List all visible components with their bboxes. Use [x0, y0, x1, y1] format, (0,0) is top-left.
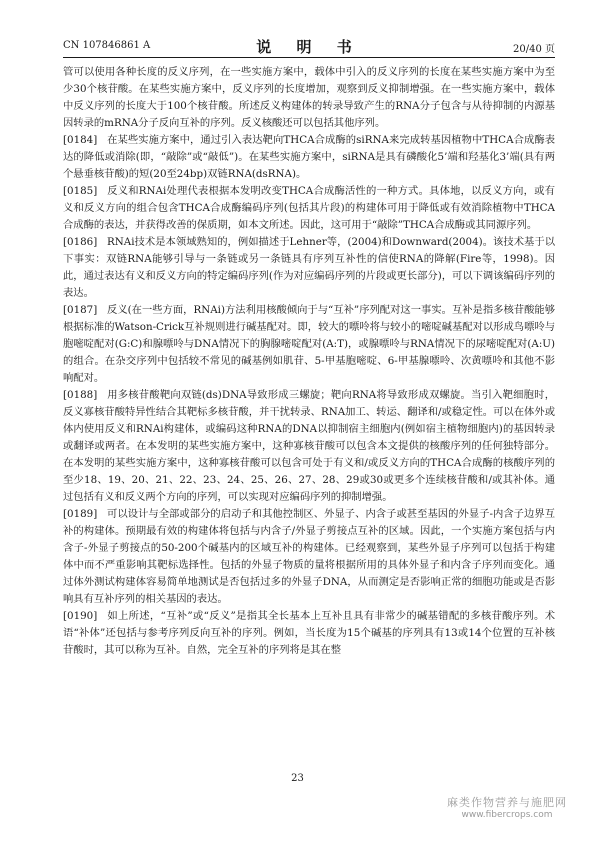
page-number: 23 — [291, 773, 304, 784]
page-header — [63, 36, 555, 56]
paragraph — [63, 608, 555, 659]
paragraph-number: [0188] — [63, 389, 98, 401]
paragraph-text: 管可以使用各种长度的反义序列，在一些实施方案中，载体中引入的反义序列的长度在某些实施方案中为至少30个核苷酸。在某些实施方案中，反义序列的长度增加，观察到反义抑制增强。在一些实施方案中，载体中反义序列的长度大于100个核苷酸。所述反义构建体的转录导致产生的RNA分子包含与从待抑制的内源基因转录的mRNA分子反向互补的序列。反义核酸还可以包括其他序列。 — [63, 66, 555, 129]
paragraph-text: 反义和RNAi处理代表根据本发明改变THCA合成酶活性的一种方式。具体地，以反义方向，或有义和反义方向的组合包含THCA合成酶编码序列(包括其片段)的构建体可用于降低或有效消除植物中THCA合成酶的表达，并获得改善的保质期，如本文所述。因此，这可用于“敲除”THCA合成酶或其同源序列。 — [63, 185, 555, 231]
paragraph-text: RNAi技术是本领域熟知的，例如描述于Lehner等，(2004)和Downward(2004)。该技术基于以下事实：双链RNA能够引导与一条链或另一条链具有序列互补性的信使RNA的降解(Fire等，1998)。因此，通过表达有义和反义方向的特定编码序列(作为对应编码序列的片段或更长部分)，可以下调该编码序列的表达。 — [63, 236, 555, 299]
document-number: CN 107846861 A — [63, 40, 151, 51]
paragraph-text: 在某些实施方案中，通过引入表达靶向THCA合成酶的siRNA来完成转基因植物中THCA合成酶表达的降低或消除(即，“敲除”或“敲低”)。在某些实施方案中，siRNA是具有磷酸化5’端和羟基化3’端(具有两个悬垂核苷酸)的短(20至24bp)双链RNA(dsRNA)。 — [63, 134, 555, 180]
paragraph-number: [0184] — [63, 134, 98, 146]
paragraph — [63, 64, 555, 132]
watermark-url: www.fibercrops.com — [461, 810, 553, 820]
paragraph-text: 用多核苷酸靶向双链(ds)DNA导致形成三螺旋；靶向RNA将导致形成双螺旋。当引入靶细胞时，反义寡核苷酸特异性结合其靶标多核苷酸，并干扰转录、RNA加工、转运、翻译和/或稳定性。可以在体外或体内使用反义和RNAi构建体，或编码这种RNA的DNA以抑制宿主细胞内(例如宿主植物细胞内)的基因转录或翻译或两者。在本发明的某些实施方案中，这种寡核苷酸可以包含本文提供的核酸序列的任何独特部分。在本发明的某些实施方案中，这种寡核苷酸可以包含可处于有义和/或反义方向的THCA合成酶的核酸序列的至少18、19、20、21、22、23、24、25、26、27、28、29或30或更多个连续核苷酸和/或其补体。通过包括有义和反义两个方向的序列，可以实现对应编码序列的抑制增强。 — [63, 389, 555, 503]
paragraph — [63, 506, 555, 608]
paragraph — [63, 234, 555, 302]
watermark-site-name: 麻类作物营养与施肥网 — [447, 796, 567, 809]
paragraph-text: 可以设计与全部或部分的启动子和其他控制区、外显子、内含子或甚至基因的外显子-内含子边界互补的构建体。预期最有效的构建体将包括与内含子/外显子剪接点互补的区域。因此，一个实施方案包括与内含子-外显子剪接点的50-200个碱基内的区域互补的构建体。已经观察到，某些外显子序列可以包括于构建体中而不严重影响其靶标选择性。包括的外显子物质的量将根据所用的具体外显子和内含子序列而变化。通过体外测试构建体容易简单地测试是否包括过多的外显子DNA，从而测定是否影响正常的细胞功能或是否影响具有互补序列的相关基因的表达。 — [63, 508, 555, 605]
paragraph — [63, 183, 555, 234]
page-info: 20/40 页 — [513, 44, 555, 55]
paragraph-number: [0187] — [63, 304, 98, 316]
watermark — [437, 797, 577, 821]
paragraph-text: 如上所述，“互补”或“反义”是指其全长基本上互补且具有非常少的碱基错配的多核苷酸序列。术语“补体”还包括与参考序列反向互补的序列。例如，当长度为15个碱基的序列具有13或14个位置的互补核苷酸时，其可以称为互补。自然，完全互补的序列将是其在整 — [63, 610, 555, 656]
paragraph-number: [0189] — [63, 508, 98, 520]
document-body — [63, 64, 555, 659]
paragraph-number: [0185] — [63, 185, 98, 197]
page-title: 说 明 书 — [256, 38, 362, 56]
paragraph-number: [0190] — [63, 610, 98, 622]
paragraph — [63, 302, 555, 387]
paragraph — [63, 387, 555, 506]
header-divider — [63, 57, 555, 58]
paragraph-text: 反义(在一些方面，RNAi)方法利用核酸倾向于与“互补”序列配对这一事实。互补是指多核苷酸能够根据标准的Watson-Crick互补规则进行碱基配对。即，较大的嘌呤将与较小的嘧啶碱基配对以形成鸟嘌呤与胞嘧啶配对(G:C)和腺嘌呤与DNA情况下的胸腺嘧啶配对(A:T)，或腺嘌呤与RNA情况下的尿嘧啶配对(A:U)的组合。在杂交序列中包括较不常见的碱基例如肌苷、5-甲基胞嘧啶、6-甲基腺嘌呤、次黄嘌呤和其他不影响配对。 — [63, 304, 555, 384]
paragraph-number: [0186] — [63, 236, 98, 248]
paragraph — [63, 132, 555, 183]
